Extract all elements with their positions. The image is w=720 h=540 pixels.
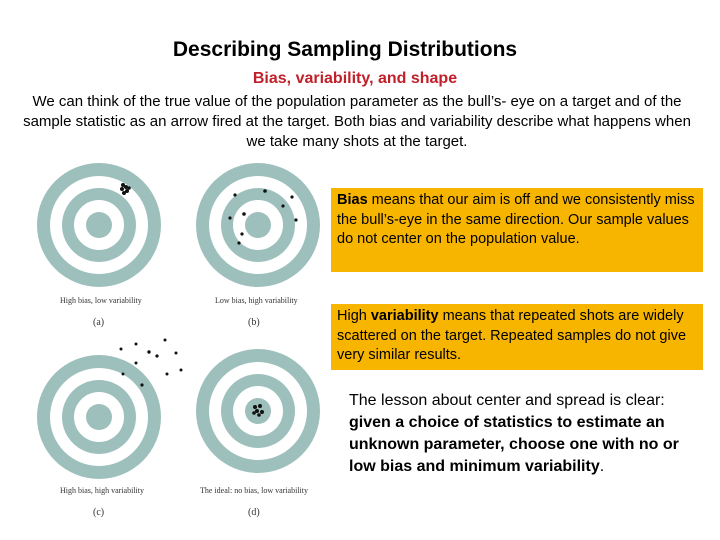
variability-prefix: High — [337, 308, 371, 324]
bias-text: means that our aim is off and we consistently miss the bull’s-eye in the same direction. Our sample values do not center on the population value. — [337, 192, 695, 247]
intro-paragraph: We can think of the true value of the population parameter as the bull’s- eye on a target and of the sample statistic as an arrow fired at the target. Both bias and variability describe what happens when we take many shots at the target. — [23, 93, 691, 150]
target-a-high-bias-low-variability — [36, 160, 162, 290]
target-d-caption: The ideal: no bias, low variability — [200, 486, 308, 495]
lesson-end: . — [599, 458, 605, 475]
target-c-shot-scatter — [110, 334, 190, 394]
bias-explanation-box — [331, 188, 703, 272]
variability-explanation-box — [331, 304, 703, 370]
variability-text: means that repeated shots are widely scattered on the target. Repeated samples do not give very similar results. — [337, 308, 687, 363]
target-c-letter: (c) — [93, 507, 105, 518]
target-d-ideal — [195, 346, 321, 476]
lesson-paragraph — [349, 390, 689, 478]
bias-term: Bias — [337, 192, 368, 208]
target-b-letter: (b) — [248, 317, 260, 328]
variability-term: variability — [370, 308, 439, 324]
page-subtitle: Bias, variability, and shape — [252, 70, 458, 87]
target-c-caption: High bias, high variability — [60, 486, 144, 495]
target-a-caption: High bias, low variability — [60, 296, 142, 305]
target-d-letter: (d) — [248, 507, 260, 518]
target-b-caption: Low bias, high variability — [215, 296, 298, 305]
page-title: Describing Sampling Distributions — [172, 38, 518, 61]
lesson-bold: given a choice of statistics to estimate an unknown parameter, choose one with no or low bias and minimum variability — [349, 414, 679, 475]
target-b-low-bias-high-variability — [195, 160, 321, 290]
lesson-plain: The lesson about center and spread is clear: — [349, 392, 665, 409]
target-a-letter: (a) — [93, 317, 105, 328]
